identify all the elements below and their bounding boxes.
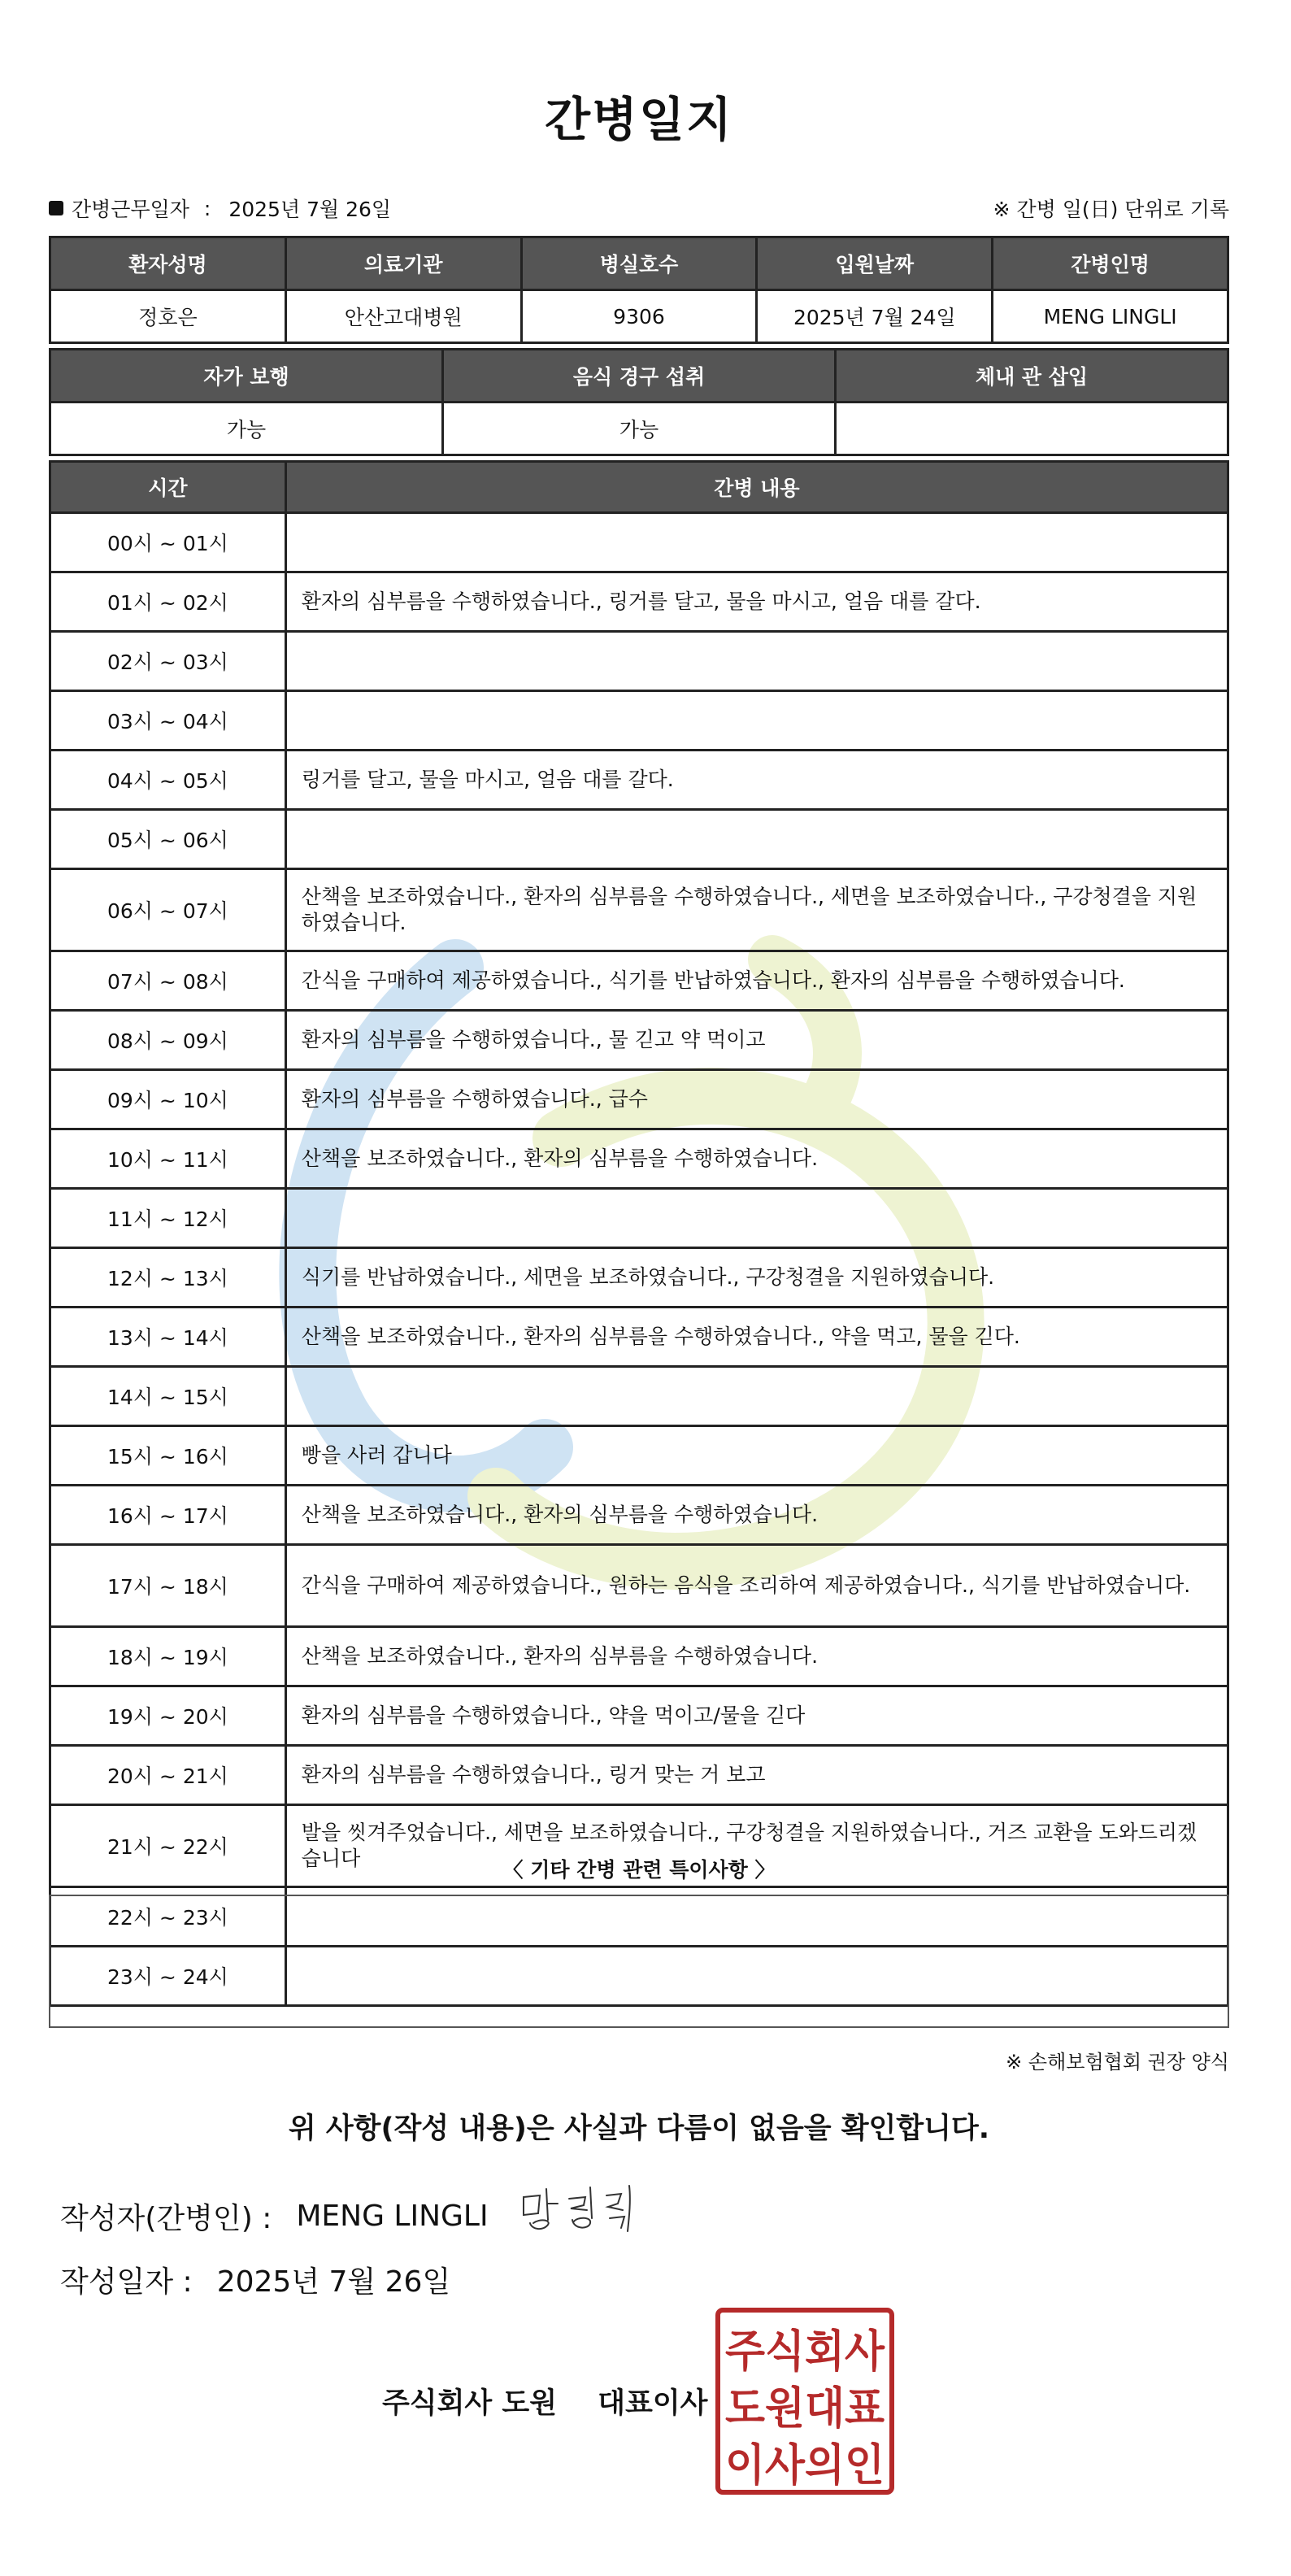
company-representative: 대표이사 (598, 2387, 708, 2420)
hourly-row (50, 1545, 1228, 1627)
hourly-care-note: 간식을 구매하여 제공하였습니다., 식기를 반납하였습니다., 환자의 심부름을 수행하였습니다. (285, 951, 1228, 1011)
hourly-time: 07시 ~ 08시 (50, 951, 286, 1011)
patient-info-value-row (50, 290, 1228, 343)
room-number: 9306 (521, 290, 757, 343)
tube-insertion-value (836, 402, 1228, 455)
header-admission-date: 입원날짜 (757, 237, 993, 290)
hourly-row (50, 1129, 1228, 1189)
patient-status-header-row (50, 350, 1228, 402)
hourly-time: 16시 ~ 17시 (50, 1486, 286, 1545)
work-date (49, 194, 391, 223)
hourly-time: 04시 ~ 05시 (50, 751, 286, 810)
hourly-time: 11시 ~ 12시 (50, 1189, 286, 1248)
hourly-row (50, 1627, 1228, 1686)
hourly-care-note (285, 1189, 1228, 1248)
hourly-care-note: 환자의 심부름을 수행하였습니다., 급수 (285, 1070, 1228, 1129)
self-walking-value: 가능 (50, 402, 443, 455)
hourly-row (50, 1426, 1228, 1486)
hourly-care-note: 산책을 보조하였습니다., 환자의 심부름을 수행하였습니다. (285, 1486, 1228, 1545)
hourly-row (50, 1746, 1228, 1805)
patient-info-header-row (50, 237, 1228, 290)
written-date-row (60, 2259, 450, 2300)
caregiver-name: MENG LINGLI (993, 290, 1228, 343)
hourly-time: 17시 ~ 18시 (50, 1545, 286, 1627)
writer-row (60, 2195, 489, 2237)
hourly-time: 09시 ~ 10시 (50, 1070, 286, 1129)
seal-text-line: 주식회사 (725, 2326, 885, 2377)
written-date-value: 2025년 7월 26일 (216, 2265, 451, 2299)
hourly-time: 03시 ~ 04시 (50, 691, 286, 751)
seal-text-line: 도원대표 (725, 2382, 885, 2434)
meta-row (49, 194, 1229, 223)
hourly-time: 10시 ~ 11시 (50, 1129, 286, 1189)
hourly-row (50, 1308, 1228, 1367)
hourly-row (50, 632, 1228, 691)
written-date-label: 작성일자 : (60, 2265, 193, 2299)
hourly-time: 23시 ~ 24시 (50, 1947, 286, 2006)
hourly-row (50, 1070, 1228, 1129)
header-time: 시간 (50, 462, 286, 513)
hourly-care-note: 산책을 보조하였습니다., 환자의 심부름을 수행하였습니다. (285, 1129, 1228, 1189)
hourly-row (50, 751, 1228, 810)
hourly-row (50, 1248, 1228, 1308)
confirmation-statement: 위 사항(작성 내용)은 사실과 다름이 없음을 확인합니다. (288, 2113, 990, 2145)
patient-status-value-row (50, 402, 1228, 455)
hourly-time: 14시 ~ 15시 (50, 1367, 286, 1426)
hourly-row (50, 951, 1228, 1011)
hourly-care-note: 간식을 구매하여 제공하였습니다., 원하는 음식을 조리하여 제공하였습니다., 식기를 반납하였습니다. (285, 1545, 1228, 1627)
hourly-time: 22시 ~ 23시 (50, 1887, 286, 1947)
hourly-care-note: 환자의 심부름을 수행하였습니다., 링거를 달고, 물을 마시고, 얼음 대를 갈다. (285, 572, 1228, 632)
hourly-row (50, 513, 1228, 572)
header-care-content: 간병 내용 (285, 462, 1228, 513)
hourly-table-body (50, 513, 1228, 2006)
seal-text-line: 이사의인 (725, 2439, 885, 2491)
hourly-row (50, 1686, 1228, 1746)
hourly-time: 08시 ~ 09시 (50, 1011, 286, 1070)
special-notes-title: 〈 기타 간병 관련 특이사항 〉 (502, 1858, 776, 1882)
hourly-care-note (285, 1367, 1228, 1426)
hourly-care-note: 산책을 보조하였습니다., 환자의 심부름을 수행하였습니다., 약을 먹고, 물을 긷다. (285, 1308, 1228, 1367)
header-caregiver-name: 간병인명 (993, 237, 1228, 290)
header-patient-name: 환자성명 (50, 237, 286, 290)
hourly-time: 05시 ~ 06시 (50, 810, 286, 869)
admission-date: 2025년 7월 24일 (757, 290, 993, 343)
hourly-care-note: 링거를 달고, 물을 마시고, 얼음 대를 갈다. (285, 751, 1228, 810)
work-date-separator: : (203, 196, 211, 220)
header-self-walking: 자가 보행 (50, 350, 443, 402)
hourly-row (50, 691, 1228, 751)
hourly-time: 15시 ~ 16시 (50, 1426, 286, 1486)
hospital-name: 안산고대병원 (285, 290, 521, 343)
hourly-time: 19시 ~ 20시 (50, 1686, 286, 1746)
hourly-care-note: 환자의 심부름을 수행하였습니다., 링거 맞는 거 보고 (285, 1746, 1228, 1805)
hourly-care-note (285, 810, 1228, 869)
patient-status-table (49, 348, 1229, 456)
record-unit-note: ※ 간병 일(日) 단위로 기록 (993, 198, 1229, 221)
hourly-care-note: 산책을 보조하였습니다., 환자의 심부름을 수행하였습니다., 세면을 보조하였습니다., 구강청결을 지원하였습니다. (285, 869, 1228, 951)
work-date-label: 간병근무일자 (72, 198, 189, 221)
hourly-row (50, 1486, 1228, 1545)
hourly-care-table (49, 460, 1229, 2007)
handwritten-signature-icon (515, 2181, 654, 2238)
hourly-row (50, 1011, 1228, 1070)
hourly-care-note: 환자의 심부름을 수행하였습니다., 약을 먹이고/물을 긷다 (285, 1686, 1228, 1746)
patient-name: 정호은 (50, 290, 286, 343)
header-oral-intake: 음식 경구 섭취 (443, 350, 836, 402)
hourly-care-note: 식기를 반납하였습니다., 세면을 보조하였습니다., 구강청결을 지원하였습니다. (285, 1248, 1228, 1308)
hourly-time: 12시 ~ 13시 (50, 1248, 286, 1308)
patient-info-table (49, 236, 1229, 344)
hourly-header-row (50, 462, 1228, 513)
hourly-row (50, 1367, 1228, 1426)
hourly-care-note (285, 691, 1228, 751)
special-notes-box (49, 1895, 1229, 2028)
hourly-care-note: 빵을 사러 갑니다 (285, 1426, 1228, 1486)
header-tube-insertion: 체내 관 삽입 (836, 350, 1228, 402)
hourly-time: 13시 ~ 14시 (50, 1308, 286, 1367)
writer-label: 작성자(간병인) : (60, 2202, 272, 2235)
hourly-row (50, 869, 1228, 951)
hourly-row (50, 572, 1228, 632)
oral-intake-value: 가능 (443, 402, 836, 455)
hourly-row (50, 1189, 1228, 1248)
writer-name: MENG LINGLI (296, 2200, 489, 2233)
hourly-care-note: 산책을 보조하였습니다., 환자의 심부름을 수행하였습니다. (285, 1627, 1228, 1686)
hourly-time: 18시 ~ 19시 (50, 1627, 286, 1686)
company-line (382, 2381, 707, 2422)
hourly-row (50, 810, 1228, 869)
form-source-note: ※ 손해보험협회 권장 양식 (1006, 2051, 1229, 2073)
hourly-time: 02시 ~ 03시 (50, 632, 286, 691)
hourly-time: 01시 ~ 02시 (50, 572, 286, 632)
hourly-care-note (285, 513, 1228, 572)
header-hospital: 의료기관 (285, 237, 521, 290)
company-seal-icon (715, 2308, 894, 2495)
work-date-value: 2025년 7월 26일 (228, 198, 392, 221)
hourly-care-note: 환자의 심부름을 수행하였습니다., 물 긷고 약 먹이고 (285, 1011, 1228, 1070)
hourly-time: 00시 ~ 01시 (50, 513, 286, 572)
hourly-time: 06시 ~ 07시 (50, 869, 286, 951)
hourly-care-note: 발을 씻겨주었습니다., 세면을 보조하였습니다., 구강청결을 지원하였습니다., 거즈 교환을 도와드리겠습니다 (285, 1805, 1228, 1887)
hourly-care-note (285, 632, 1228, 691)
bullet-square-icon (49, 201, 63, 215)
page-title: 간병일지 (544, 92, 734, 147)
hourly-time: 20시 ~ 21시 (50, 1746, 286, 1805)
hourly-time: 21시 ~ 22시 (50, 1805, 286, 1887)
company-name: 주식회사 도원 (382, 2387, 558, 2420)
header-room-number: 병실호수 (521, 237, 757, 290)
